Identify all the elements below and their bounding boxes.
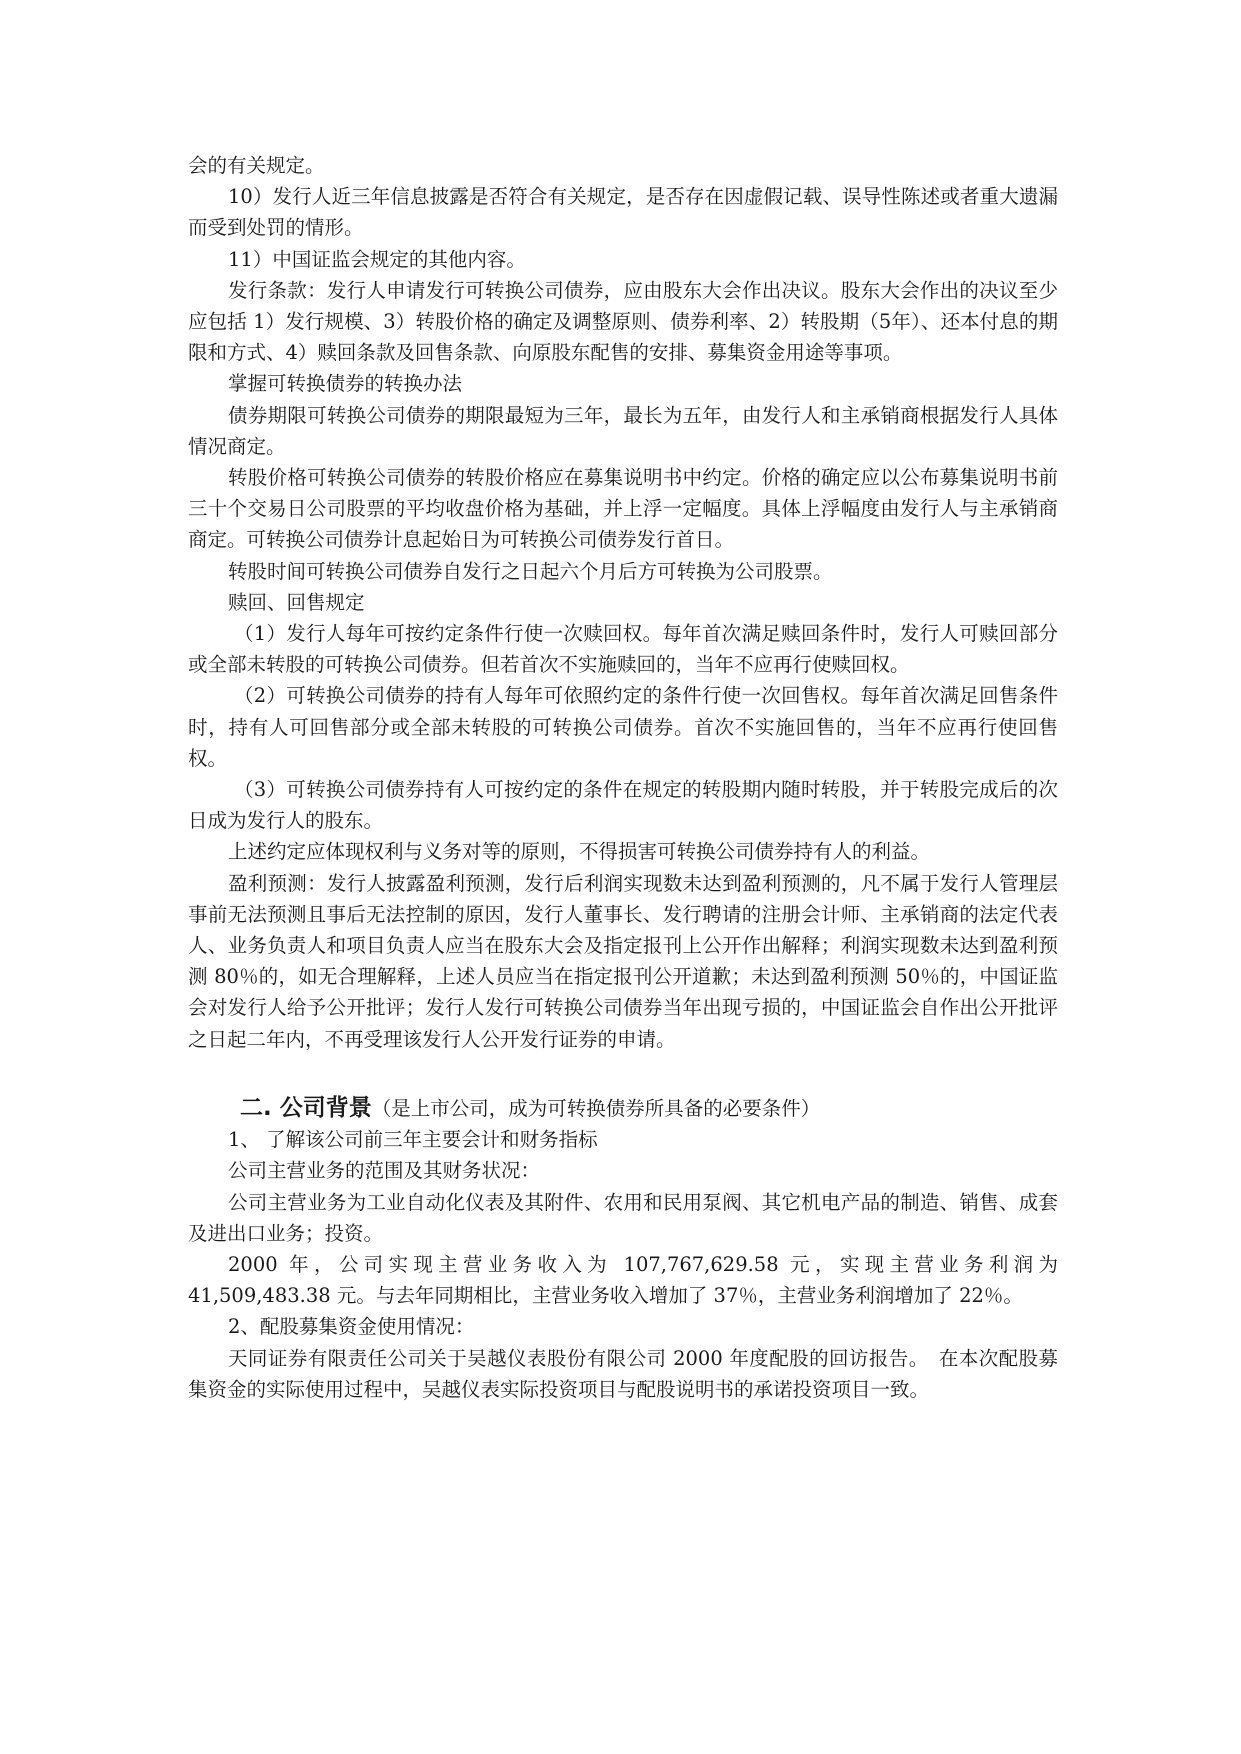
paragraph-revenue-2000: 2000 年，公司实现主营业务收入为 107,767,629.58 元，实现主营业务利润为 41,509,483.38 元。与去年同期相比，主营业务收入增加了 37％，主营业务利润增加了 22％。 (188, 1252, 1058, 1308)
paragraph-rights-issue-title: 2、配股募集资金使用情况： (228, 1315, 475, 1339)
paragraph-item-10: 10）发行人近三年信息披露是否符合有关规定，是否存在因虚假记载、误导性陈述或者重大遗漏而受到处罚的情形。 (188, 185, 1058, 240)
paragraph-conversion-3: （3）可转换公司债券持有人可按约定的条件在规定的转股期内随时转股，并于转股完成后的次日成为发行人的股东。 (188, 778, 1058, 833)
paragraph-conversion-price: 转股价格可转换公司债券的转股价格应在募集说明书中约定。价格的确定应以公布募集说明书前三十个交易日公司股票的平均收盘价格为基础，并上浮一定幅度。具体上浮幅度由发行人与主承销商商定。可转换公司债券计息起始日为可转换公司债券发行首日。 (188, 466, 1058, 552)
section-heading (188, 1093, 1058, 1124)
paragraph-item-11: 11）中国证监会规定的其他内容。 (228, 247, 526, 271)
paragraph-business-scope-title: 公司主营业务的范围及其财务状况： (228, 1159, 541, 1183)
paragraph-conversion-method-title: 掌握可转换债券的转换办法 (228, 372, 463, 396)
paragraph-rights-issue-report: 天同证券有限责任公司关于吴越仪表股份有限公司 2000 年度配股的回访报告。 在本次配股募集资金的实际使用过程中，吴越仪表实际投资项目与配股说明书的承诺投资项目一致。 (188, 1346, 1058, 1401)
section-heading-title: 二. 公司背景 (240, 1094, 372, 1121)
section-spacer (188, 1055, 1058, 1093)
paragraph-redemption-title: 赎回、回售规定 (228, 590, 365, 614)
section-heading-note: （是上市公司，成为可转换债券所具备的必要条件） (371, 1096, 821, 1120)
paragraph-rights-principle: 上述约定应体现权利与义务对等的原则，不得损害可转换公司债券持有人的利益。 (228, 840, 931, 864)
paragraph-financial-indicators: 1、 了解该公司前三年主要会计和财务指标 (228, 1128, 598, 1152)
paragraph-continued-regulation: 会的有关规定。 (188, 154, 325, 177)
paragraph-profit-forecast: 盈利预测：发行人披露盈利预测，发行后利润实现数未达到盈利预测的，凡不属于发行人管理层事前无法预测且事后无法控制的原因，发行人董事长、发行聘请的注册会计师、主承销商的法定代表人、业务负责人和项目负责人应当在股东大会及指定报刊上公开作出解释；利润实现数未达到盈利预测 80％的，如无合理解释，上述人员应当在指定报刊公开道歉；未达到盈利预测 50％的，中国证监会对发行人给予公开批评；发行人发行可转换公司债券当年出现亏损的，中国证监会自作出公开批评之日起二年内，不再受理该发行人公开发行证券的申请。 (188, 871, 1058, 1051)
paragraph-business-scope: 公司主营业务为工业自动化仪表及其附件、农用和民用泵阀、其它机电产品的制造、销售、成套及进出口业务；投资。 (188, 1190, 1058, 1245)
paragraph-bond-term: 债券期限可转换公司债券的期限最短为三年，最长为五年，由发行人和主承销商根据发行人具体情况商定。 (188, 403, 1058, 458)
document-body (188, 150, 1058, 1405)
paragraph-redemption-1: （1）发行人每年可按约定条件行使一次赎回权。每年首次满足赎回条件时，发行人可赎回部分或全部未转股的可转换公司债券。但若首次不实施赎回的，当年不应再行使赎回权。 (188, 622, 1058, 677)
paragraph-putback-2: （2）可转换公司债券的持有人每年可依照约定的条件行使一次回售权。每年首次满足回售条件时，持有人可回售部分或全部未转股的可转换公司债券。首次不实施回售的，当年不应再行使回售权。 (188, 684, 1058, 770)
paragraph-conversion-time: 转股时间可转换公司债券自发行之日起六个月后方可转换为公司股票。 (228, 559, 833, 583)
paragraph-issuance-terms: 发行条款：发行人申请发行可转换公司债券，应由股东大会作出决议。股东大会作出的决议至少应包括 1）发行规模、3）转股价格的确定及调整原则、债券利率、2）转股期（5年）、还本付息的期限和方式、4）赎回条款及回售条款、向原股东配售的安排、募集资金用途等事项。 (188, 278, 1058, 365)
